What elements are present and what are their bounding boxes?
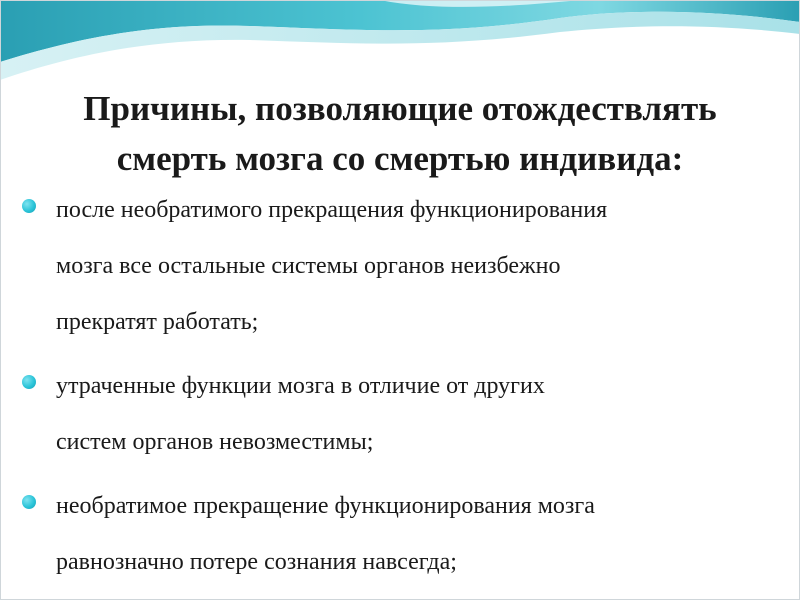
title-line-1: Причины, позволяющие отождествлять [83, 89, 717, 128]
bullet-item-1 [20, 182, 780, 350]
bullet-dot-icon [22, 375, 36, 389]
bullet-text-line: необратимое прекращение функционирования мозга [56, 493, 595, 519]
slide-title [0, 84, 800, 184]
bullet-text-line: мозга все остальные системы органов неизбежно [56, 253, 561, 279]
bullet-text-line: систем органов невозместимы; [56, 429, 374, 455]
header-wave-decoration [0, 0, 800, 90]
bullet-item-2 [20, 358, 780, 470]
bullet-item-3 [20, 478, 780, 590]
bullet-list [20, 182, 780, 598]
bullet-text-line: утраченные функции мозга в отличие от других [56, 373, 545, 399]
bullet-text-line: прекратят работать; [56, 309, 259, 335]
bullet-text-line: равнозначно потере сознания навсегда; [56, 549, 457, 575]
bullet-dot-icon [22, 199, 36, 213]
bullet-dot-icon [22, 495, 36, 509]
bullet-text-line: после необратимого прекращения функционирования [56, 197, 608, 223]
title-line-2: смерть мозга со смертью индивида: [116, 139, 684, 178]
